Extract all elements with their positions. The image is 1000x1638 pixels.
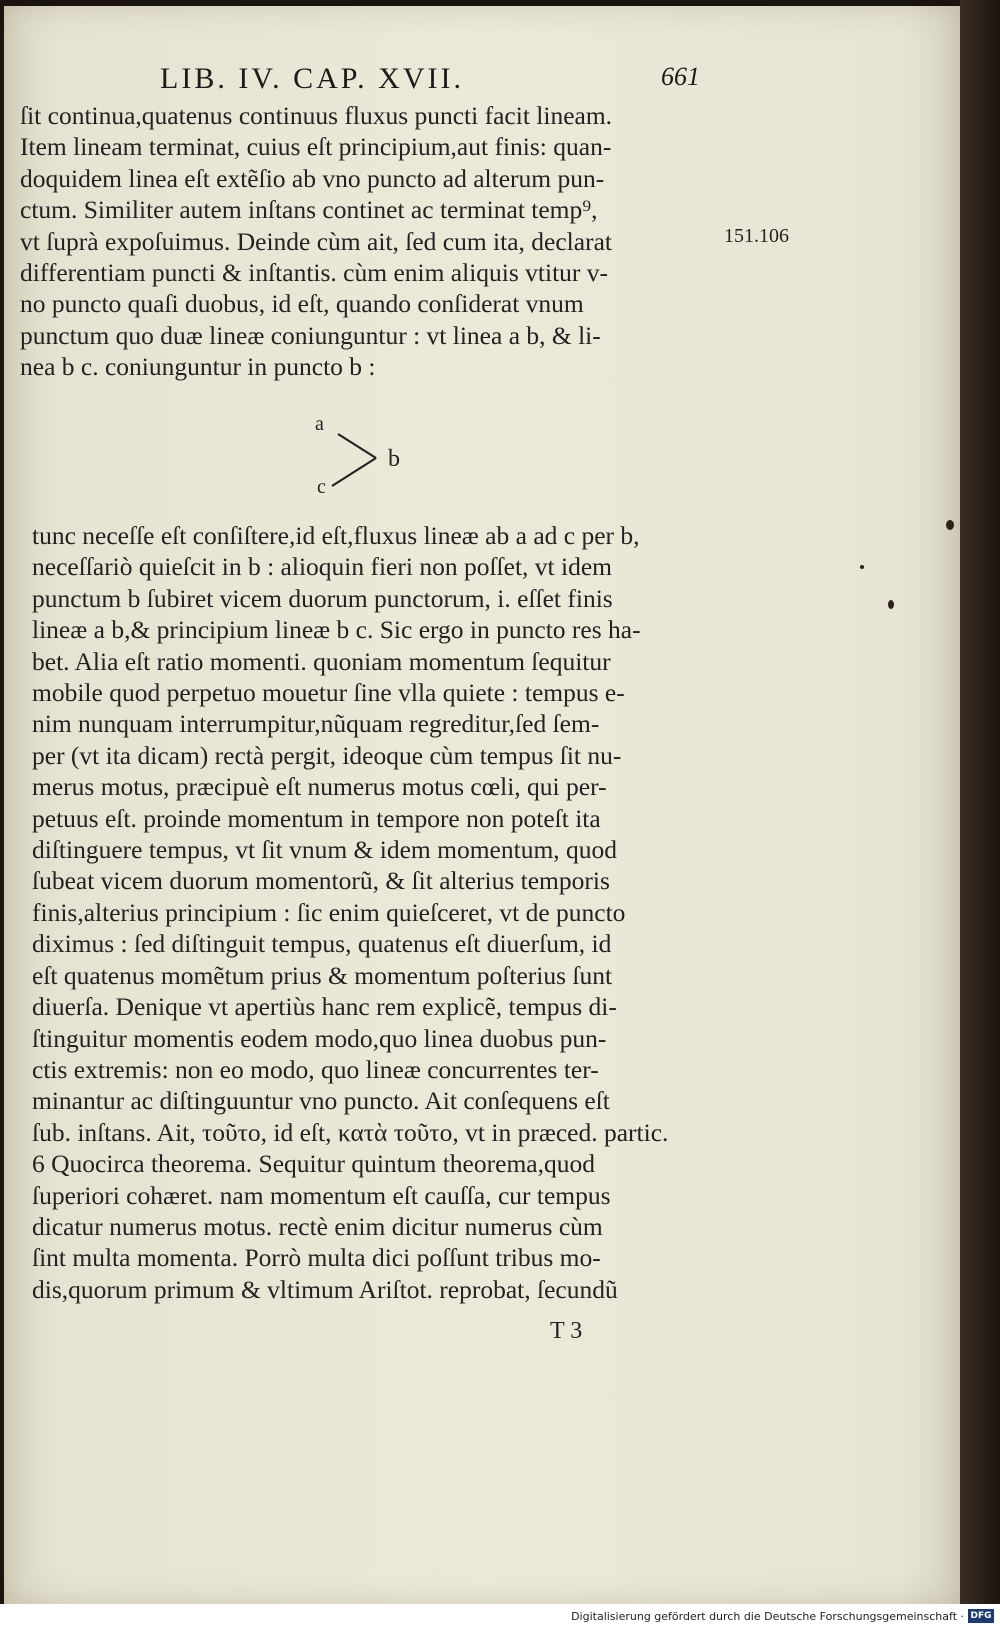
text-line: dis,quorum primum & vltimum Ariſtot. reprobat, ſecundũ <box>32 1274 618 1304</box>
label-b: b <box>388 446 400 472</box>
text-line: tunc neceſſe eſt conſiſtere,id eſt,fluxus lineæ ab a ad c per b, <box>32 521 640 550</box>
text-line: ſuperiori cohæret. nam momentum eſt cauſſa, cur tempus <box>32 1180 611 1210</box>
text-line: diximus : ſed diſtinguit tempus, quatenus eſt diuerſum, id <box>32 929 612 959</box>
text-line: ſub. inſtans. Ait, τοῦτο, id eſt, κατὰ τοῦτο, vt in præced. partic. <box>32 1117 669 1147</box>
text-block-lower <box>32 520 722 1305</box>
angle-diagram <box>290 398 410 508</box>
text-line: doquidem linea eſt extẽſio ab vno puncto ad alterum pun- <box>20 163 605 193</box>
line-bc <box>332 458 376 486</box>
geometry-figure <box>290 398 410 508</box>
text-line: Item lineam terminat, cuius eſt principium,aut finis: quan- <box>20 132 612 162</box>
text-line: mobile quod perpetuo mouetur ſine vlla quiete : tempus e- <box>32 678 625 708</box>
text-line: petuus eſt. proinde momentum in tempore non poteſt ita <box>32 803 601 833</box>
text-line: ſubeat vicem duorum momentorũ, & ſit alterius temporis <box>32 866 610 896</box>
text-line: punctum b ſubiret vicem duorum punctorum, i. eſſet finis <box>32 583 613 613</box>
label-c: c <box>317 476 326 498</box>
text-line: lineæ a b,& principium lineæ b c. Sic ergo in puncto res ha- <box>32 615 641 645</box>
running-head: LIB. IV. CAP. XVII. <box>160 62 464 95</box>
text-line: per (vt ita dicam) rectà pergit, ideoque cùm tempus ſit nu- <box>32 740 622 770</box>
text-line: differentiam puncti & inſtantis. cùm enim aliquis vtitur v- <box>20 258 609 288</box>
dfg-logo: DFG <box>968 1609 994 1623</box>
page-edge <box>960 0 1000 1604</box>
text-line: bet. Alia eſt ratio momenti. quoniam momentum ſequitur <box>32 646 611 676</box>
text-line: minantur ac diſtinguuntur vno puncto. Ait conſequens eſt <box>32 1086 610 1116</box>
page-number: 661 <box>661 62 700 91</box>
text-line: ſint multa momenta. Porrò multa dici poſſunt tribus mo- <box>32 1243 601 1273</box>
text-line: vt ſuprà expoſuimus. Deinde cùm ait, ſed cum ita, declarat <box>20 226 612 256</box>
text-line: ctis extremis: non eo modo, quo lineæ concurrentes ter- <box>32 1054 599 1084</box>
margin-reference: 151.106 <box>724 225 789 247</box>
footer-bar <box>0 1604 1000 1638</box>
text-line: ctum. Similiter autem inſtans continet ac terminat temp⁹, <box>20 195 598 225</box>
label-a: a <box>315 413 324 435</box>
text-line: no puncto quaſi duobus, id eſt, quando conſiderat vnum <box>20 289 584 319</box>
text-line: nim nunquam interrumpitur,nũquam regreditur,ſed ſem- <box>32 709 600 739</box>
text-line: ſit continua,quatenus continuus fluxus puncti facit lineam. <box>20 101 613 130</box>
text-line: diuerſa. Denique vt apertiùs hanc rem explicẽ, tempus di- <box>32 992 617 1022</box>
text-line: finis,alterius principium : ſic enim quieſceret, vt de puncto <box>32 897 626 927</box>
line-ab <box>338 434 376 458</box>
text-line: punctum quo duæ lineæ coniunguntur : vt linea a b, & li- <box>20 320 601 350</box>
page-header <box>160 62 700 102</box>
text-line: merus motus, præcipuè eſt numerus motus cœli, qui per- <box>32 772 607 802</box>
ink-speck <box>860 565 864 569</box>
text-line: eſt quatenus momẽtum prius & momentum poſterius ſunt <box>32 960 613 990</box>
text-block-upper <box>20 100 700 383</box>
text-line: neceſſariò quieſcit in b : alioquin fieri non poſſet, vt idem <box>32 552 612 582</box>
text-line: dicatur numerus motus. rectè enim dicitur numerus cùm <box>32 1211 603 1241</box>
text-line: ſtinguitur momentis eodem modo,quo linea duobus pun- <box>32 1023 607 1053</box>
signature-mark: T 3 <box>550 1318 583 1344</box>
text-line: 6 Quocirca theorema. Sequitur quintum theorema,quod <box>32 1149 595 1179</box>
text-line: nea b c. coniunguntur in puncto b : <box>20 352 376 382</box>
ink-speck <box>946 520 954 530</box>
ink-speck <box>888 600 894 609</box>
text-line: diſtinguere tempus, vt ſit vnum & idem momentum, quod <box>32 835 618 865</box>
funding-credit: Digitalisierung gefördert durch die Deutsche Forschungsgemeinschaft · <box>571 1610 964 1623</box>
